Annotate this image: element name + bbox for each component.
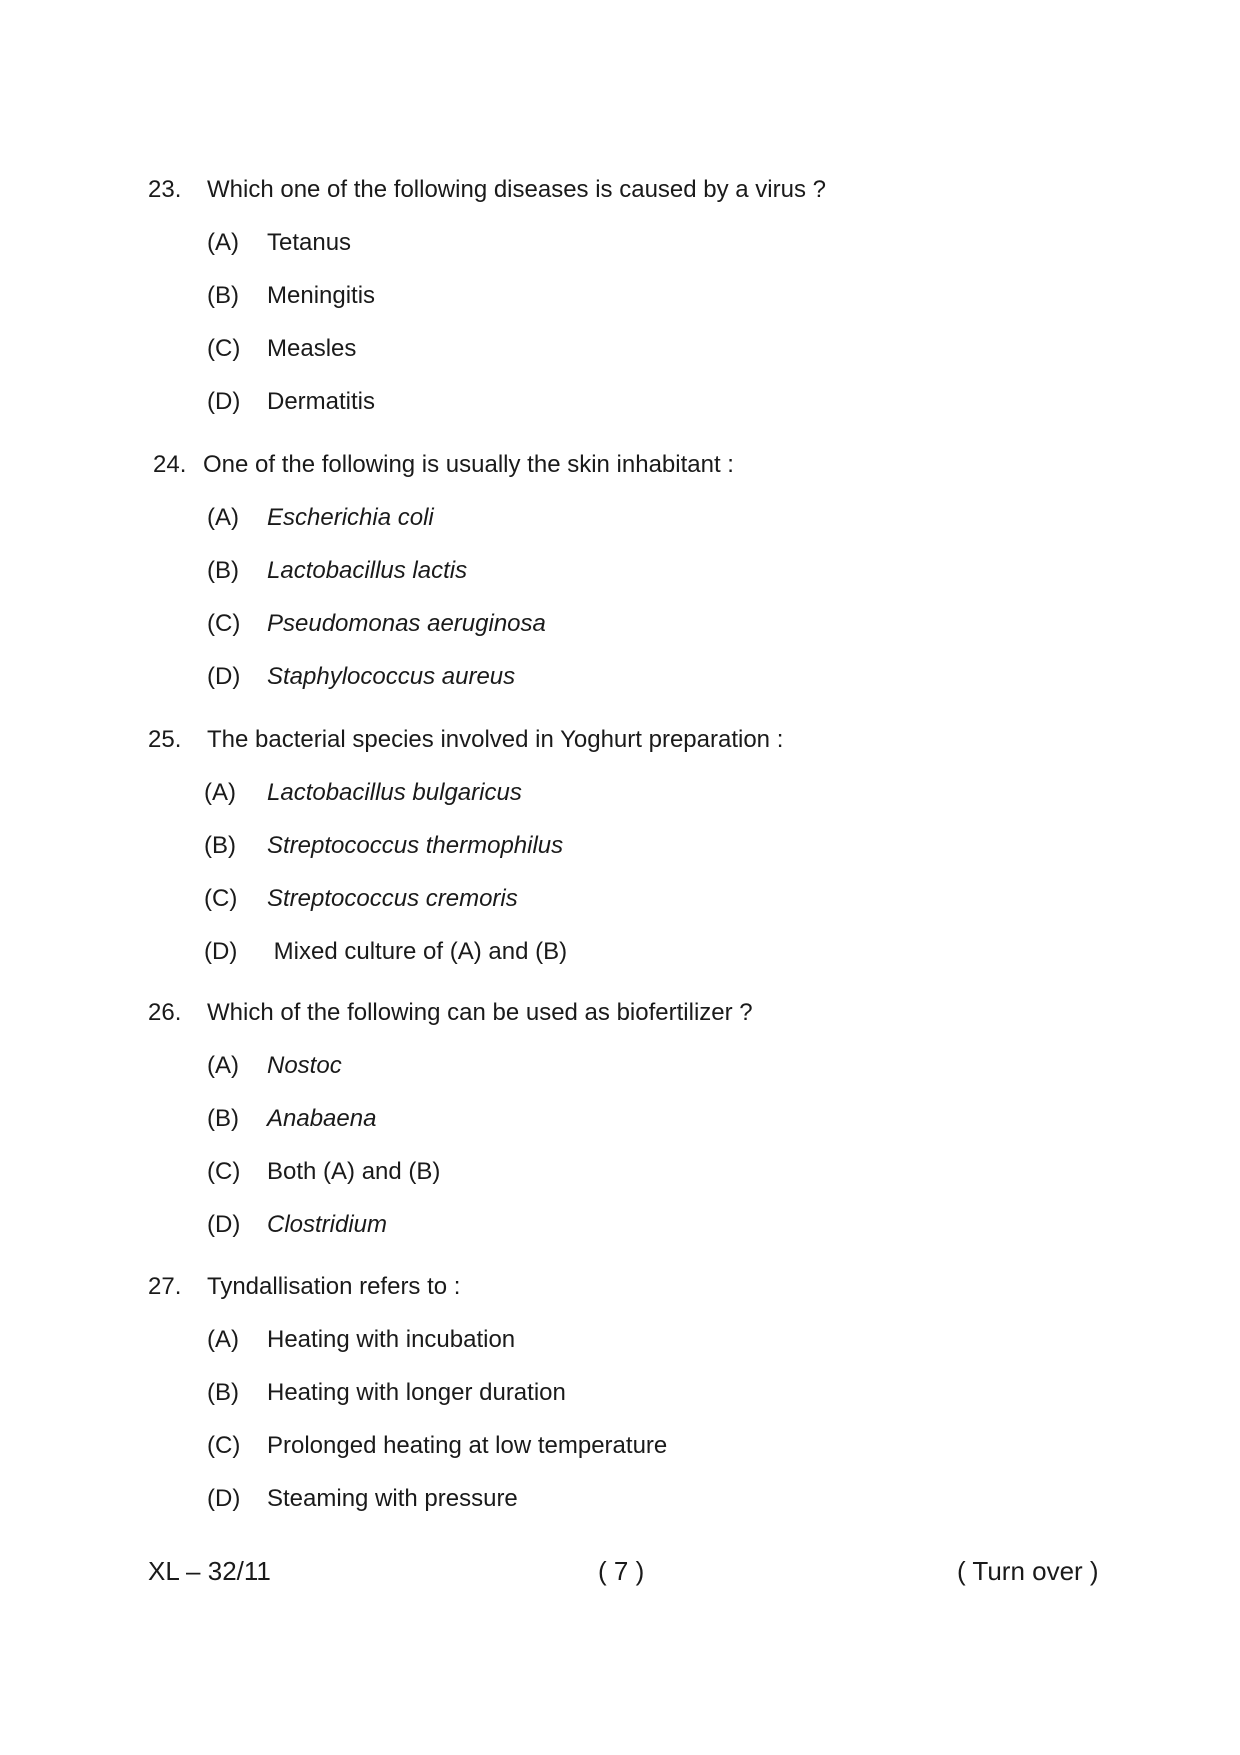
option-text: Anabaena: [267, 1105, 377, 1132]
option-label: (B): [207, 557, 239, 584]
option-d: [0, 387, 1240, 440]
option-label: (B): [207, 1105, 239, 1132]
question-26: [0, 998, 1240, 1263]
option-c: [0, 884, 1240, 937]
option-d: [0, 1210, 1240, 1263]
option-c: [0, 609, 1240, 662]
option-text: Steaming with pressure: [267, 1485, 518, 1512]
option-label: (B): [207, 282, 239, 309]
option-text: Lactobacillus bulgaricus: [267, 779, 522, 806]
question-23: [0, 175, 1240, 440]
option-text: Clostridium: [267, 1211, 388, 1238]
option-text: Prolonged heating at low temperature: [267, 1432, 668, 1459]
option-label: (B): [207, 1379, 239, 1406]
question-number: 24.: [153, 451, 187, 478]
option-b: [0, 281, 1240, 334]
option-text: Heating with longer duration: [267, 1379, 566, 1406]
option-a: [0, 503, 1240, 556]
question-number: 25.: [148, 726, 182, 753]
option-b: [0, 556, 1240, 609]
option-text: Mixed culture of (A) and (B): [267, 938, 568, 965]
option-text: Lactobacillus lactis: [267, 557, 468, 584]
question-stem: [0, 1272, 1240, 1325]
paper-code: XL – 32/11: [148, 1556, 271, 1586]
option-a: [0, 1051, 1240, 1104]
question-text: Which of the following can be used as biofertilizer ?: [207, 999, 753, 1026]
question-number: 23.: [148, 176, 182, 203]
option-label: (B): [204, 832, 236, 859]
option-label: (D): [207, 663, 241, 690]
option-text: Staphylococcus aureus: [267, 663, 516, 690]
option-label: (D): [204, 938, 238, 965]
question-text: One of the following is usually the skin inhabitant :: [203, 451, 734, 478]
question-text: Tyndallisation refers to :: [207, 1273, 461, 1300]
option-text: Meningitis: [267, 282, 376, 309]
option-c: [0, 1431, 1240, 1484]
option-b: [0, 1104, 1240, 1157]
question-stem: [0, 450, 1240, 503]
option-text: Pseudomonas aeruginosa: [267, 610, 546, 637]
question-text: The bacterial species involved in Yoghurt preparation :: [207, 726, 784, 753]
option-label: (A): [207, 1326, 239, 1353]
option-d: [0, 1484, 1240, 1537]
option-text: Nostoc: [267, 1052, 342, 1079]
option-label: (C): [207, 335, 241, 362]
option-label: (C): [207, 610, 241, 637]
option-b: [0, 1378, 1240, 1431]
option-label: (C): [207, 1432, 241, 1459]
question-25: [0, 725, 1240, 990]
option-text: Both (A) and (B): [267, 1158, 441, 1185]
option-label: (D): [207, 1211, 241, 1238]
option-label: (D): [207, 388, 241, 415]
option-label: (C): [207, 1158, 241, 1185]
option-a: [0, 228, 1240, 281]
option-d: [0, 662, 1240, 715]
option-label: (A): [207, 504, 239, 531]
option-text: Dermatitis: [267, 388, 376, 415]
question-stem: [0, 998, 1240, 1051]
question-27: [0, 1272, 1240, 1537]
option-label: (A): [207, 229, 239, 256]
question-24: [0, 450, 1240, 715]
page-number: ( 7 ): [598, 1556, 645, 1586]
option-text: Measles: [267, 335, 357, 362]
question-number: 26.: [148, 999, 182, 1026]
question-text: Which one of the following diseases is caused by a virus ?: [207, 176, 826, 203]
option-c: [0, 1157, 1240, 1210]
option-a: [0, 778, 1240, 831]
option-c: [0, 334, 1240, 387]
question-stem: [0, 725, 1240, 778]
turn-over-note: ( Turn over ): [957, 1556, 1099, 1586]
option-text: Streptococcus thermophilus: [267, 832, 564, 859]
option-text: Tetanus: [267, 229, 352, 256]
option-label: (A): [207, 1052, 239, 1079]
option-label: (C): [204, 885, 238, 912]
option-text: Escherichia coli: [267, 504, 434, 531]
question-stem: [0, 175, 1240, 228]
option-label: (A): [204, 779, 236, 806]
option-d: [0, 937, 1240, 990]
option-text: Heating with incubation: [267, 1326, 516, 1353]
question-number: 27.: [148, 1273, 182, 1300]
option-label: (D): [207, 1485, 241, 1512]
option-b: [0, 831, 1240, 884]
page-footer: [0, 1555, 1240, 1591]
option-text: Streptococcus cremoris: [267, 885, 518, 912]
option-a: [0, 1325, 1240, 1378]
